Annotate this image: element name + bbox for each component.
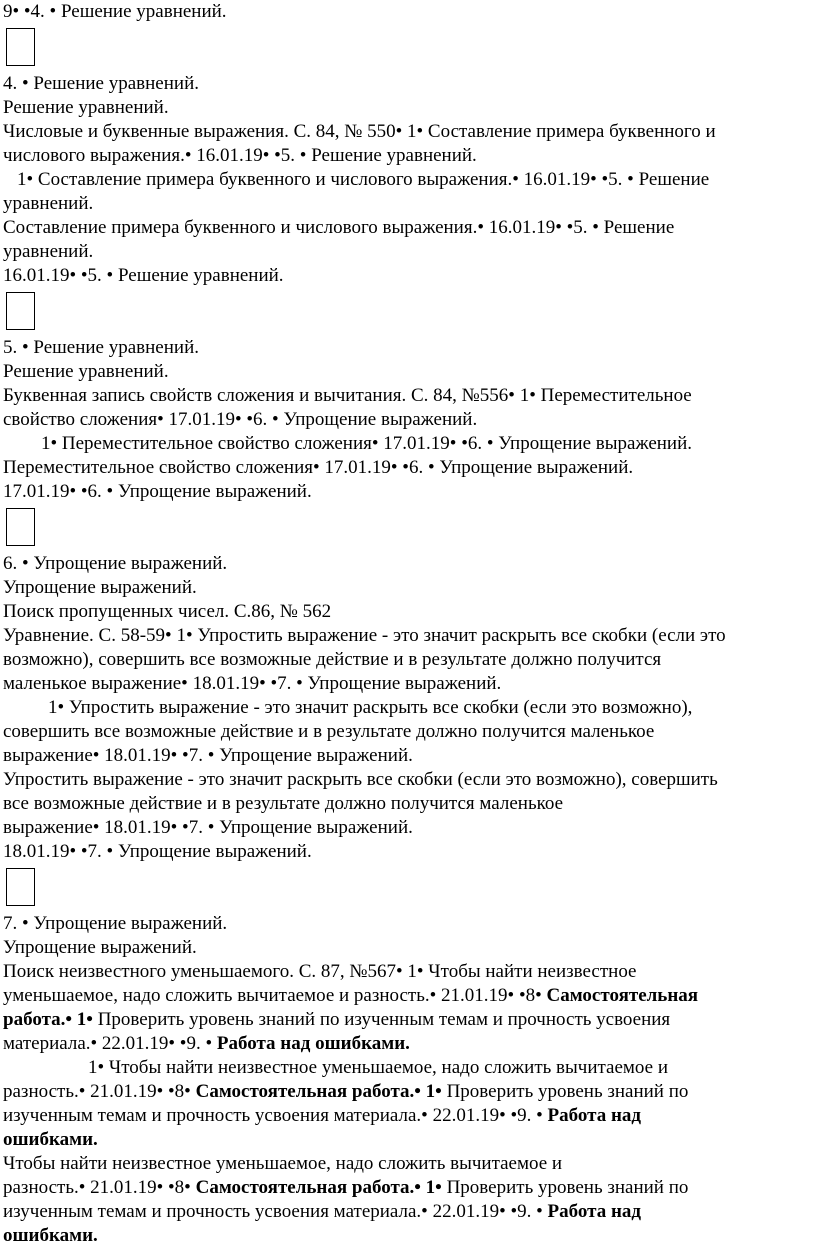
text-line: 1• Чтобы найти неизвестное уменьшаемое, надо сложить вычитаемое и <box>88 1057 669 1078</box>
placeholder-box <box>6 868 35 906</box>
text-line: выражение• 18.01.19• •7. • Упрощение выражений. <box>3 745 413 766</box>
bold-fragment: Работа над <box>547 1105 642 1126</box>
text-line: уравнений. <box>3 241 94 262</box>
text-line: Составление примера буквенного и числового выражения.• 16.01.19• •5. • Решение <box>3 217 675 238</box>
text-line <box>3 984 816 1008</box>
bold-fragment: Самостоятельная работа.• 1• <box>195 1177 442 1198</box>
bold-fragment: Работа над <box>547 1201 642 1222</box>
bold-fragment: Самостоятельная работа.• 1• <box>195 1081 442 1102</box>
page-header: 9• •4. • Решение уравнений. <box>3 1 227 22</box>
text-line: 5. • Решение уравнений. <box>3 337 199 358</box>
bold-fragment: ошибками. <box>3 1225 98 1246</box>
text-line: уравнений. <box>3 193 94 214</box>
bold-fragment: Самостоятельная <box>546 985 699 1006</box>
text-line: Переместительное свойство сложения• 17.01.19• •6. • Упрощение выражений. <box>3 457 634 478</box>
text-line: числового выражения.• 16.01.19• •5. • Решение уравнений. <box>3 145 477 166</box>
text-line: маленькое выражение• 18.01.19• •7. • Упрощение выражений. <box>3 673 502 694</box>
text-line: Числовые и буквенные выражения. С. 84, № 550• 1• Составление примера буквенного и <box>3 121 716 142</box>
text-line: Поиск пропущенных чисел. С.86, № 562 <box>3 601 332 622</box>
text-fragment: изученным темам и прочность усвоения материала.• 22.01.19• •9. • <box>3 1105 548 1126</box>
text-line: совершить все возможные действие и в результате должно получится маленькое <box>3 721 655 742</box>
text-fragment: разность.• 21.01.19• •8• <box>3 1081 196 1102</box>
bold-fragment: Работа над ошибками. <box>216 1033 410 1054</box>
text-line: 17.01.19• •6. • Упрощение выражений. <box>3 481 312 502</box>
text-line: Чтобы найти неизвестное уменьшаемое, надо сложить вычитаемое и <box>3 1153 563 1174</box>
text-line: Решение уравнений. <box>3 361 169 382</box>
text-fragment: Проверить уровень знаний по <box>441 1177 689 1198</box>
text-fragment: Проверить уровень знаний по <box>441 1081 689 1102</box>
bold-fragment: работа.• 1• <box>3 1009 93 1030</box>
text-line: 1• Составление примера буквенного и числового выражения.• 16.01.19• •5. • Решение <box>17 169 710 190</box>
text-line: Решение уравнений. <box>3 97 169 118</box>
text-line: свойство сложения• 17.01.19• •6. • Упрощение выражений. <box>3 409 478 430</box>
text-line <box>3 1032 816 1056</box>
text-line: возможно), совершить все возможные действие и в результате должно получится <box>3 649 662 670</box>
placeholder-box <box>6 508 35 546</box>
text-line: все возможные действие и в результате должно получится маленькое <box>3 793 564 814</box>
text-line: Упростить выражение - это значит раскрыть все скобки (если это возможно), совершить <box>3 769 718 790</box>
text-line: Упрощение выражений. <box>3 577 197 598</box>
text-line <box>3 1200 816 1224</box>
text-fragment: разность.• 21.01.19• •8• <box>3 1177 196 1198</box>
placeholder-box <box>6 292 35 330</box>
text-line <box>3 1080 816 1104</box>
text-line: Буквенная запись свойств сложения и вычитания. С. 84, №556• 1• Переместительное <box>3 385 692 406</box>
text-line: 4. • Решение уравнений. <box>3 73 199 94</box>
text-line: 1• Упростить выражение - это значит раскрыть все скобки (если это возможно), <box>48 697 693 718</box>
text-fragment: материала.• 22.01.19• •9. • <box>3 1033 217 1054</box>
text-line <box>3 1128 816 1152</box>
text-line: Упрощение выражений. <box>3 937 197 958</box>
text-line: Поиск неизвестного уменьшаемого. С. 87, №567• 1• Чтобы найти неизвестное <box>3 961 637 982</box>
text-line: 6. • Упрощение выражений. <box>3 553 228 574</box>
text-fragment: Проверить уровень знаний по изученным темам и прочность усвоения <box>92 1009 671 1030</box>
text-line: выражение• 18.01.19• •7. • Упрощение выражений. <box>3 817 413 838</box>
text-line <box>3 1008 816 1032</box>
placeholder-box <box>6 28 35 66</box>
bold-fragment: ошибками. <box>3 1129 98 1150</box>
text-line: 18.01.19• •7. • Упрощение выражений. <box>3 841 312 862</box>
text-line: Уравнение. С. 58-59• 1• Упростить выражение - это значит раскрыть все скобки (если это <box>3 625 726 646</box>
text-line: 16.01.19• •5. • Решение уравнений. <box>3 265 284 286</box>
text-fragment: уменьшаемое, надо сложить вычитаемое и разность.• 21.01.19• •8• <box>3 985 547 1006</box>
text-line <box>3 1176 816 1200</box>
text-line <box>3 1224 816 1248</box>
text-line: 1• Переместительное свойство сложения• 17.01.19• •6. • Упрощение выражений. <box>41 433 693 454</box>
text-fragment: изученным темам и прочность усвоения материала.• 22.01.19• •9. • <box>3 1201 548 1222</box>
text-line: 7. • Упрощение выражений. <box>3 913 228 934</box>
text-line <box>3 1104 816 1128</box>
